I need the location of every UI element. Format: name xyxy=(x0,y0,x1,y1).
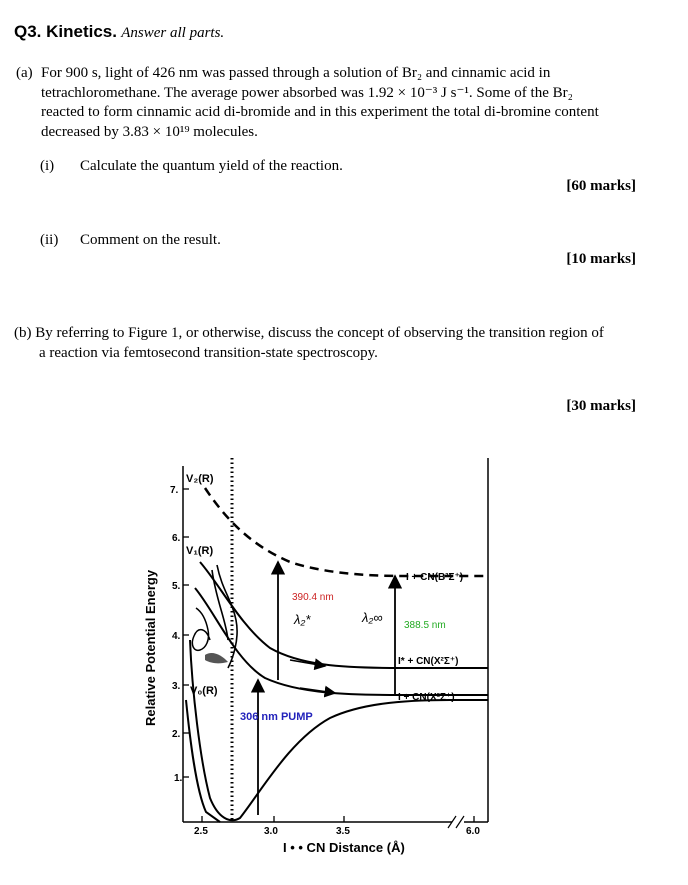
y-tick-1: 1. xyxy=(174,773,183,784)
part-b-label: (b) xyxy=(14,325,32,341)
part-a-i-text: Calculate the quantum yield of the reaction. xyxy=(80,158,343,174)
y-ticks xyxy=(183,489,189,777)
y-tick-7: 7. xyxy=(170,485,179,496)
y-axis-label: Relative Potential Energy xyxy=(143,569,158,726)
part-a-ii-marks: [10 marks] xyxy=(566,251,636,267)
part-a-i-marks: [60 marks] xyxy=(566,178,636,194)
v1-label: V₁(R) xyxy=(186,545,214,557)
part-b-line-2: a reaction via femtosecond transition-state spectroscopy. xyxy=(39,344,378,361)
v2-label: V₂(R) xyxy=(186,473,214,485)
wave-packet-fill xyxy=(205,653,228,663)
x-tick-3-5: 3.5 xyxy=(336,826,350,837)
x-tick-3-0: 3.0 xyxy=(264,826,278,837)
part-b-line-1: By referring to Figure 1, or otherwise, discuss the concept of observing the transition region of xyxy=(35,325,604,341)
part-a-line-4: decreased by 3.83 × 10¹⁹ molecules. xyxy=(41,123,258,140)
v0-label: V₀(R) xyxy=(190,685,218,697)
part-a-label: (a) xyxy=(16,65,33,81)
part-a-ii-text: Comment on the result. xyxy=(80,232,221,248)
question-number: Q3. Kinetics. xyxy=(14,22,117,41)
x-tick-6-0: 6.0 xyxy=(466,826,480,837)
part-a-i-number: (i) xyxy=(40,158,55,174)
y-tick-4: 4. xyxy=(172,631,181,642)
probe2-symbol: λ₂∞ xyxy=(362,610,383,625)
pump-label: 306 nm PUMP xyxy=(240,711,313,723)
x-ticks xyxy=(202,816,474,822)
y-tick-3: 3. xyxy=(172,681,181,692)
part-a-line-1: For 900 s, light of 426 nm was passed through a solution of Br₂ and cinnamic acid in xyxy=(41,65,551,81)
ground-wavefunction xyxy=(192,608,210,650)
x-axis-label: I • • CN Distance (Å) xyxy=(283,840,405,855)
y-tick-5: 5. xyxy=(172,581,181,592)
probe1-label: 390.4 nm xyxy=(292,592,334,603)
part-b-marks: [30 marks] xyxy=(566,398,636,414)
v2-curve xyxy=(205,488,488,576)
x-tick-2-5: 2.5 xyxy=(194,826,208,837)
question-instruction: Answer all parts. xyxy=(121,25,225,41)
probe2-label: 388.5 nm xyxy=(404,620,446,631)
asymptote-x2-label: I + CN(X²Σ⁺) xyxy=(398,692,455,703)
v1-curve-lower xyxy=(195,588,488,695)
part-a-line-3: reacted to form cinnamic acid di-bromide and in this experiment the total di-bromine content xyxy=(41,104,599,120)
y-tick-6: 6. xyxy=(172,533,181,544)
part-a-ii-number: (ii) xyxy=(40,232,59,248)
asymptote-x2-excited-label: I* + CN(X²Σ⁺) xyxy=(398,656,459,667)
asymptote-b2-label: I + CN(B²Σ⁺) xyxy=(406,572,464,583)
probe1-symbol: λ₂* xyxy=(294,612,311,627)
part-a-line-2: tetrachloromethane. The average power absorbed was 1.92 × 10⁻³ J s⁻¹. Some of the Br₂ xyxy=(41,84,573,101)
y-tick-2: 2. xyxy=(172,729,181,740)
